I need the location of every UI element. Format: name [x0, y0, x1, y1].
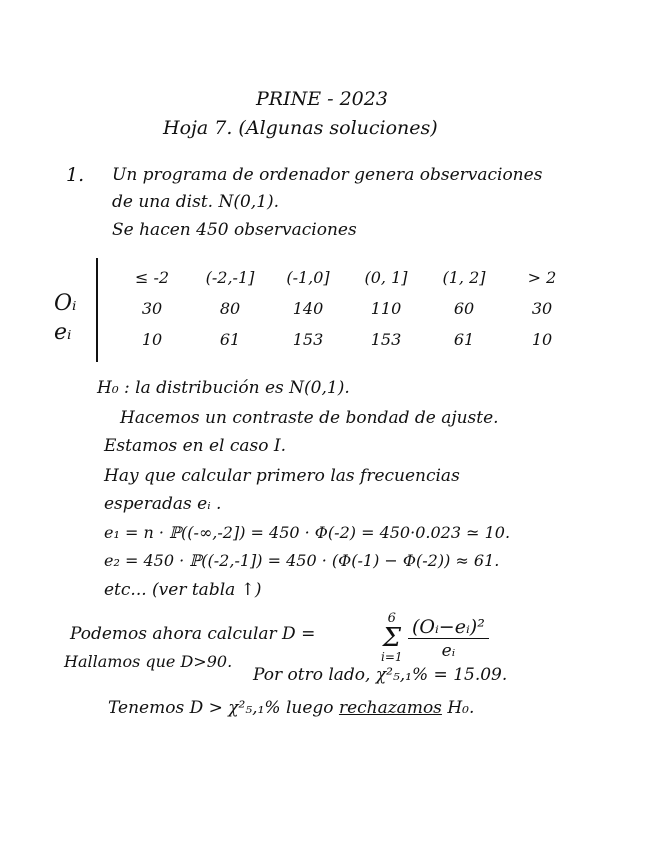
conclusion — [108, 698, 474, 718]
table-cell: 140 — [292, 299, 324, 318]
table-cell: 10 — [531, 330, 553, 349]
row-label-observed: Oᵢ — [54, 291, 77, 316]
table-cell: 60 — [453, 299, 475, 318]
solution-line-1: Hacemos un contraste de bondad de ajuste. — [120, 408, 499, 428]
table-cell: (1, 2] — [442, 268, 486, 287]
table-cell: (-2,-1] — [205, 268, 255, 287]
table-cell: 61 — [453, 330, 475, 349]
sum-lower-limit: i=1 — [381, 650, 403, 664]
table-header-row — [113, 262, 583, 293]
problem-line-1: Un programa de ordenador genera observaciones — [112, 165, 543, 185]
fraction-numerator: (Oᵢ−eᵢ)² — [408, 616, 489, 639]
page-title: PRINE - 2023 — [256, 88, 388, 110]
solution-line-4: esperadas eᵢ . — [104, 494, 222, 514]
table-divider — [96, 258, 98, 362]
solution-line-2: Estamos en el caso I. — [104, 436, 287, 456]
conclusion-part-c: H₀. — [447, 698, 475, 718]
chi-square-critical: Por otro lado, χ²₅,₁% = 15.09. — [253, 665, 508, 685]
row-label-expected: eᵢ — [54, 320, 72, 345]
table-cell: > 2 — [527, 268, 557, 287]
expected-e2-formula: e₂ = 450 · ℙ((-2,-1]) = 450 · (Φ(-1) − Φ(-2)) ≈ 61. — [104, 551, 500, 570]
table-cell: (-1,0] — [286, 268, 330, 287]
statistic-result: Hallamos que D>90. — [64, 652, 233, 671]
table-cell: 110 — [370, 299, 402, 318]
sigma-symbol: Σ — [382, 623, 401, 653]
problem-line-2: de una dist. N(0,1). — [112, 192, 280, 212]
conclusion-reject: rechazamos — [338, 698, 442, 718]
summation — [381, 611, 403, 664]
table-cell: 30 — [141, 299, 163, 318]
null-hypothesis: H₀ : la distribución es N(0,1). — [97, 378, 350, 398]
sum-upper-limit: 6 — [387, 611, 396, 626]
fraction-denominator: eᵢ — [441, 641, 456, 661]
table-cell: 80 — [219, 299, 241, 318]
table-cell: 153 — [370, 330, 402, 349]
table-cell: 30 — [531, 299, 553, 318]
problem-line-3: Se hacen 450 observaciones — [112, 220, 357, 240]
table-cell: (0, 1] — [364, 268, 408, 287]
table-row-expected — [113, 324, 583, 355]
statistic-intro: Podemos ahora calcular D = — [70, 624, 316, 644]
conclusion-part-a: Tenemos D > χ²₅,₁% luego — [108, 698, 334, 718]
problem-number: 1. — [66, 164, 85, 186]
table-cell: 10 — [141, 330, 163, 349]
statistic-fraction — [408, 616, 489, 661]
table-cell: ≤ -2 — [134, 268, 170, 287]
table-row-observed — [113, 293, 583, 324]
page-subtitle: Hoja 7. (Algunas soluciones) — [163, 117, 438, 139]
table-cell: 153 — [292, 330, 324, 349]
table-cell: 61 — [219, 330, 241, 349]
expected-e1-formula: e₁ = n · ℙ((-∞,-2]) = 450 · Φ(-2) = 450·0.023 ≃ 10. — [104, 523, 511, 542]
solution-line-3: Hay que calcular primero las frecuencias — [104, 466, 460, 486]
etc-note: etc... (ver tabla ↑) — [104, 580, 262, 600]
